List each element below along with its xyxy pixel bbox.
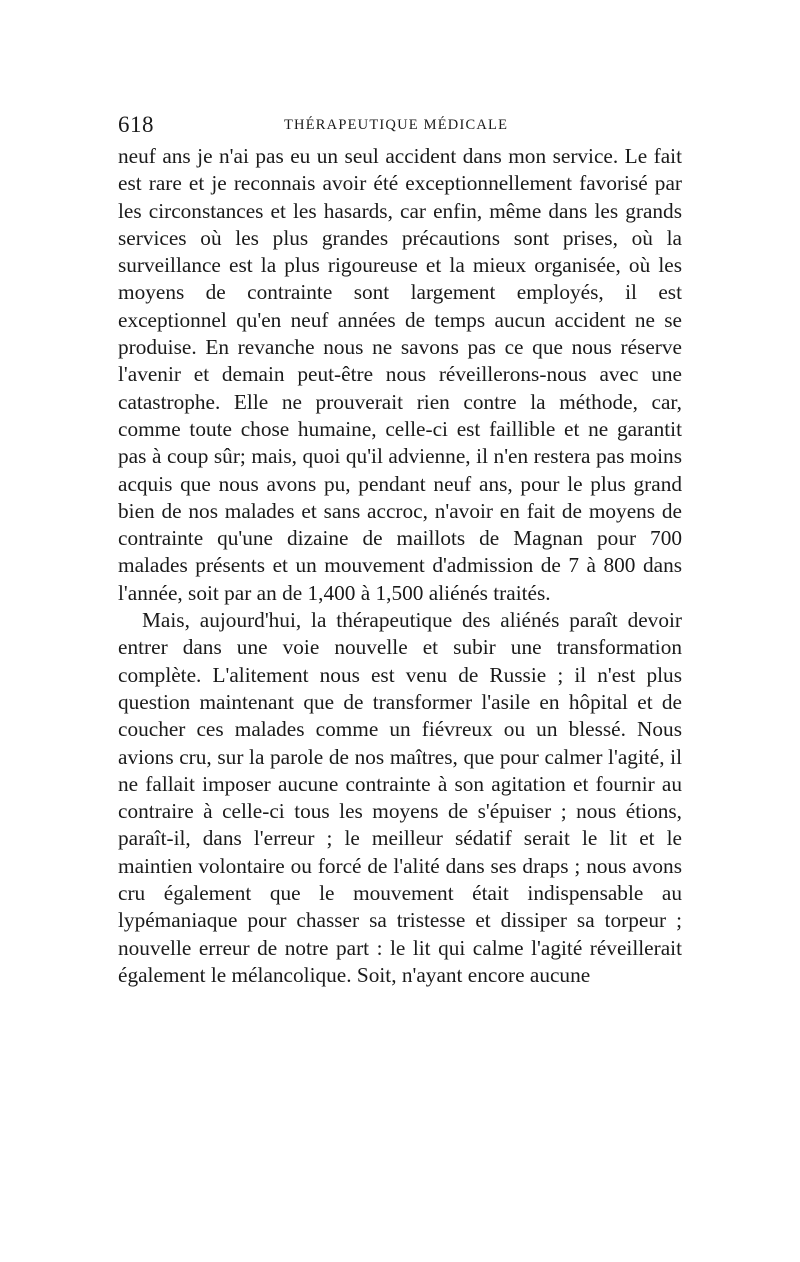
paragraph-continued: neuf ans je n'ai pas eu un seul accident dans mon service. Le fait est rare et je reconnais avoir été exceptionnellement favorisé par les circonstances et les hasards, car enfin, même dans les grands services où les plus grandes précautions sont prises, où la surveillance est la plus rigoureuse et la mieux organisée, où les moyens de contrainte sont largement employés, il est exceptionnel qu'en neuf années de temps aucun accident ne se produise. En revanche nous ne savons pas ce que nous réserve l'avenir et demain peut-être nous réveillerons-nous avec une catastrophe. Elle ne prouverait rien contre la méthode, car, comme toute chose humaine, celle-ci est faillible et ne garantit pas à coup sûr; mais, quoi qu'il advienne, il n'en restera pas moins acquis que nous avons pu, pendant neuf ans, pour le plus grand bien de nos malades et sans accroc, n'avoir en fait de moyens de contrainte qu'une dizaine de maillots de Magnan pour 700 malades présents et un mouvement d'admission de 7 à 800 dans l'année, soit par an de 1,400 à 1,500 aliénés traités. xyxy=(118,144,682,605)
body-text xyxy=(118,143,682,989)
page-header xyxy=(118,112,682,142)
paragraph: Mais, aujourd'hui, la thérapeutique des aliénés paraît devoir entrer dans une voie nouvelle et subir une transformation complète. L'alitement nous est venu de Russie ; il n'est plus question maintenant que de transformer l'asile en hôpital et de coucher ces malades comme un fiévreux ou un blessé. Nous avions cru, sur la parole de nos maîtres, que pour calmer l'agité, il ne fallait imposer aucune contrainte à son agitation et fournir au contraire à celle-ci tous les moyens de s'épuiser ; nous étions, paraît-il, dans l'erreur ; le meilleur sédatif serait le lit et le maintien volontaire ou forcé de l'alité dans ses draps ; nous avons cru également que le mouvement était indispensable au lypémaniaque pour chasser sa tristesse et dissiper sa torpeur ; nouvelle erreur de notre part : le lit qui calme l'agité réveillerait également le mélancolique. Soit, n'ayant encore aucune xyxy=(118,608,682,987)
running-title: THÉRAPEUTIQUE MÉDICALE xyxy=(284,117,509,133)
page-number: 618 xyxy=(118,112,154,137)
